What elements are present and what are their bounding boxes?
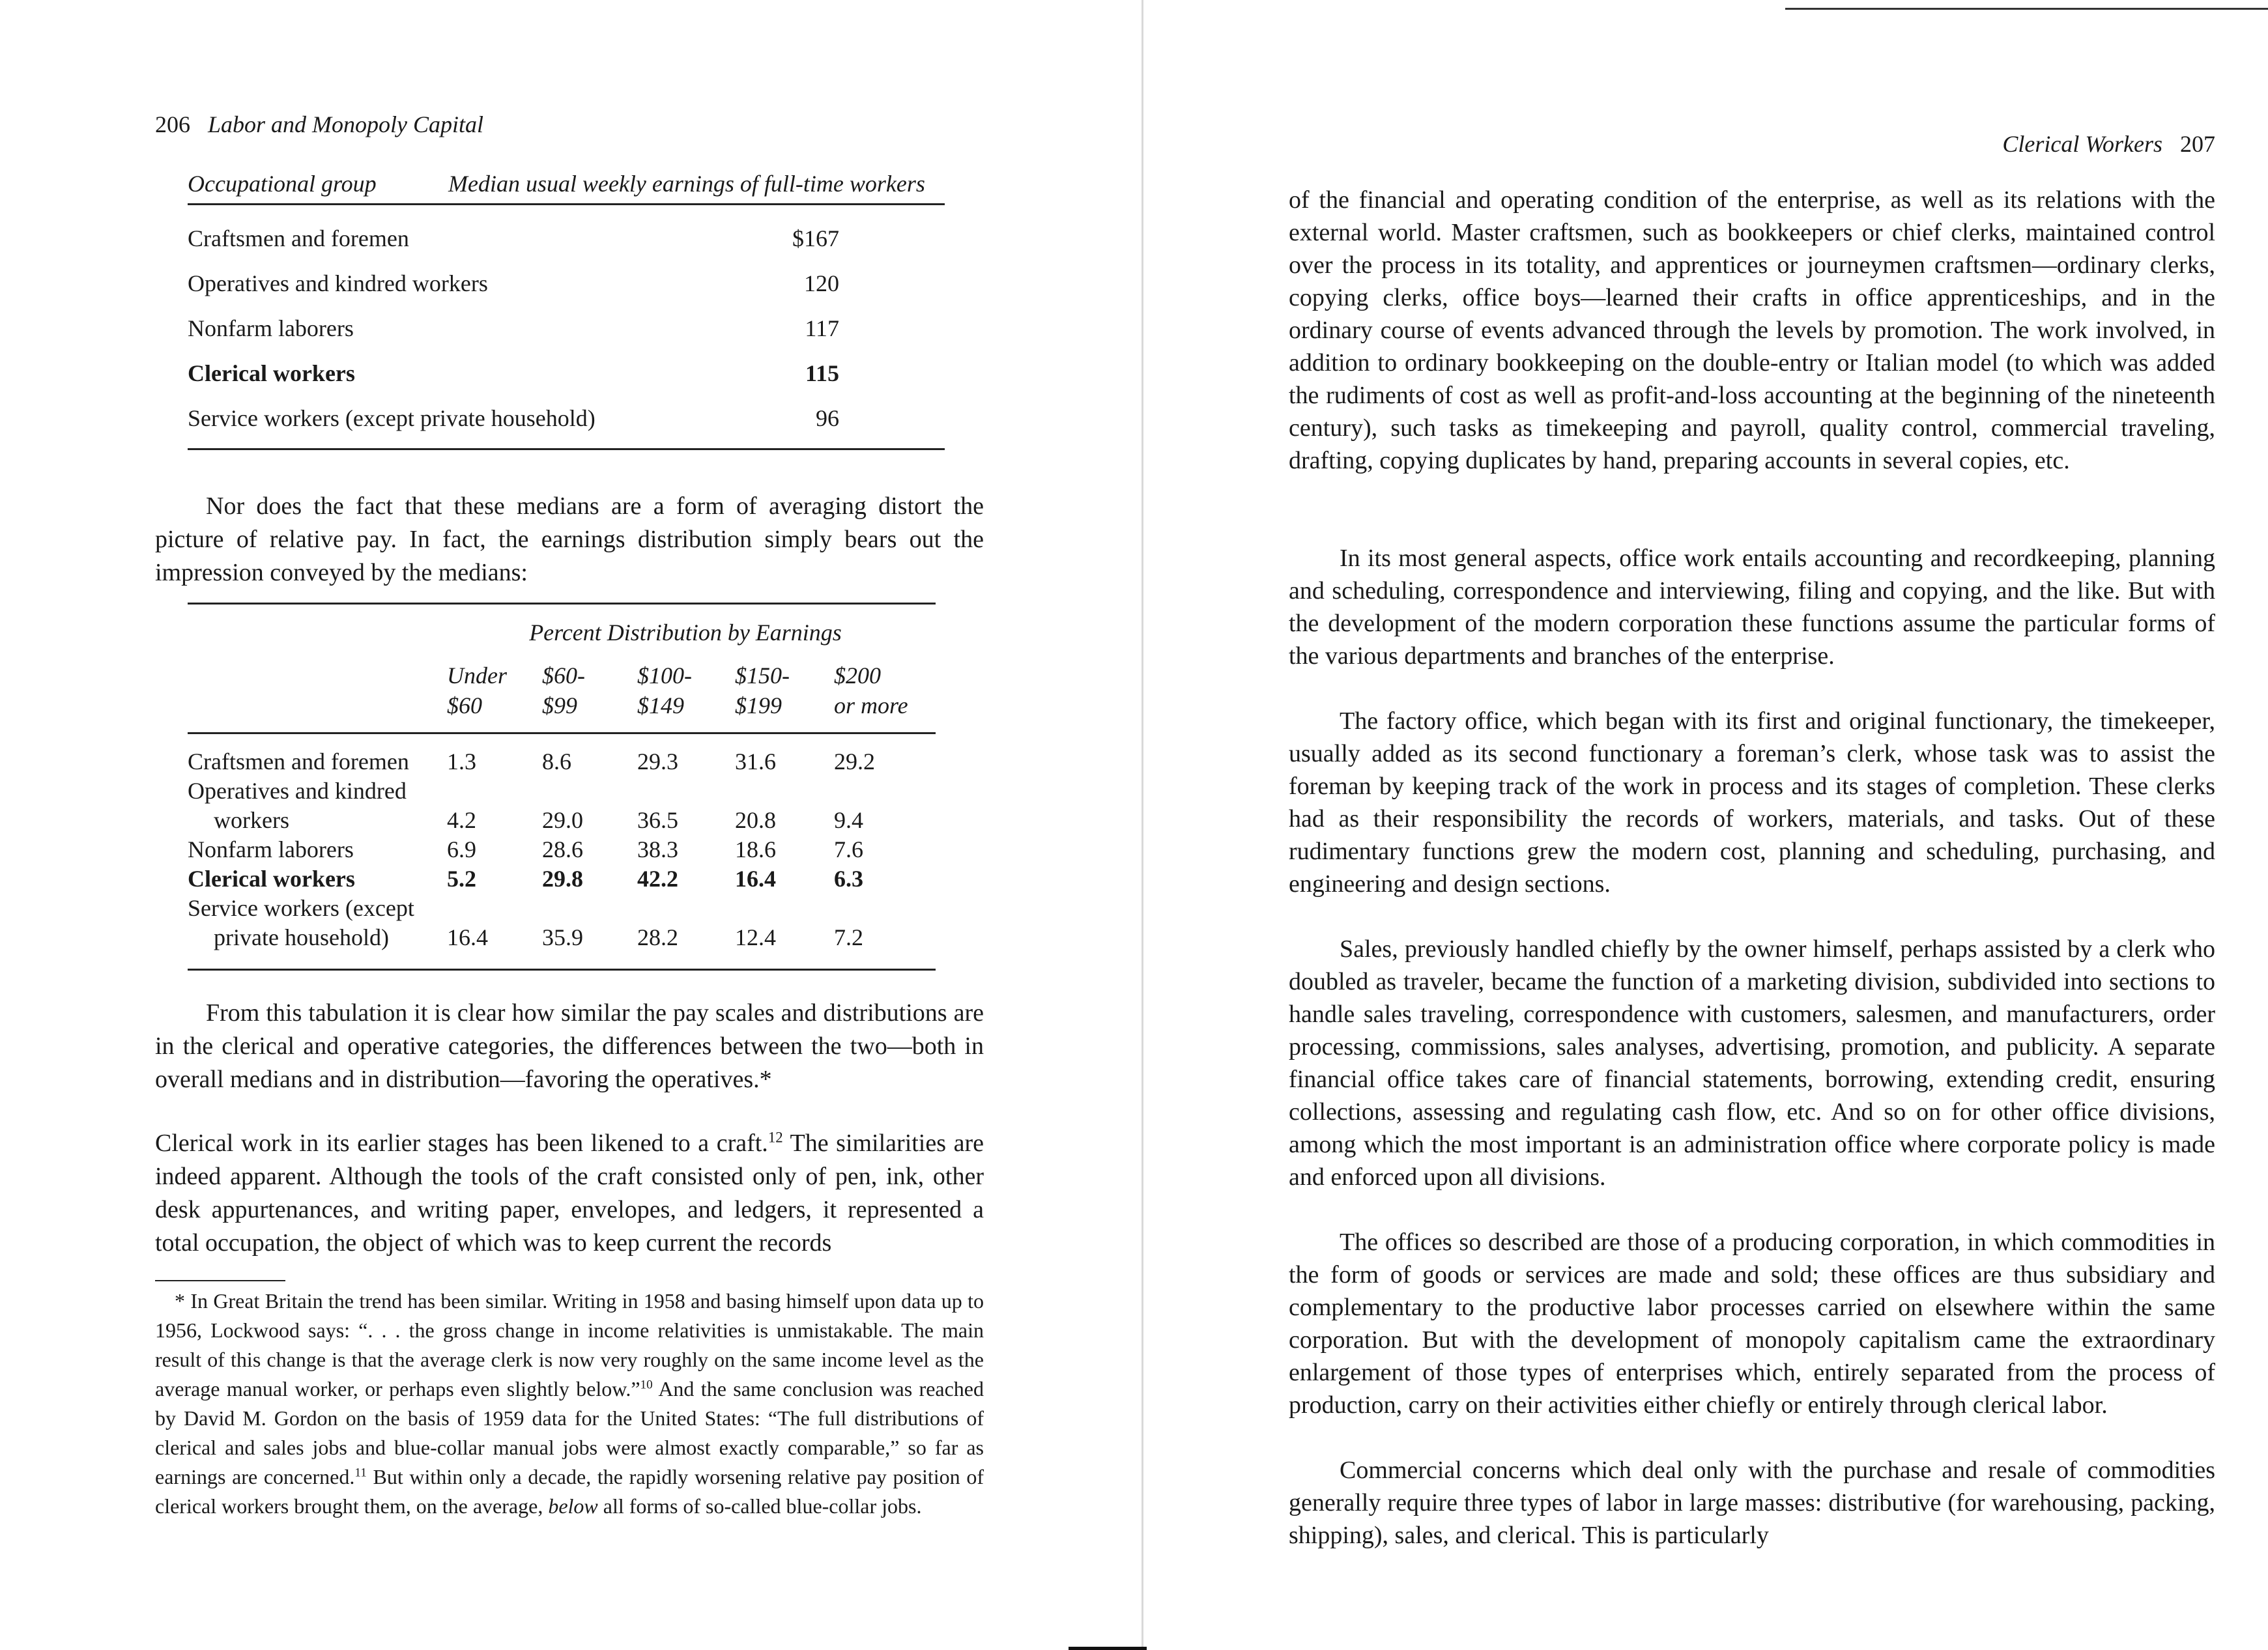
col-header-line1: $200 <box>834 662 881 689</box>
table1-row-value: 120 <box>804 270 839 296</box>
table2-col-200-more <box>834 661 908 720</box>
footnote-text-b: And the same conclusion was reached by David M. Gordon on the basis of 1959 data for the United States: “The full distributions of clerical and sales jobs and blue-collar manual jobs were almost exactly comparable,” so far as earnings are concerned. <box>155 1377 984 1488</box>
table2-row-label: Operatives and kindred <box>188 778 407 804</box>
table2-cell: 6.3 <box>834 866 863 892</box>
table-row <box>188 306 945 350</box>
footnote-emphasis: below <box>548 1494 598 1518</box>
footnote-text-a: * In Great Britain the trend has been similar. Writing in 1958 and basing himself upon data up to 1956, Lockwood says: “. . . the gross change in income relativities is unmistakable. The main result of this change is that the average clerk is now very roughly on the same income level as the average manual worker, or perhaps even slightly below.” <box>155 1289 984 1401</box>
percent-distribution-table <box>188 603 936 971</box>
col-header-line1: $150- <box>735 662 790 689</box>
left-paragraph-3 <box>155 1127 984 1260</box>
table1-row-label: Service workers (except private household) <box>188 405 596 431</box>
left-running-title: Labor and Monopoly Capital <box>208 111 484 137</box>
table-row <box>188 864 936 894</box>
table2-row-label: Nonfarm laborers <box>188 836 354 862</box>
table2-cell: 7.6 <box>834 836 863 862</box>
table-row <box>188 261 945 306</box>
right-paragraph-6: Commercial concerns which deal only with the purchase and resale of commodities generally require three types of labor in large masses: distributive (for warehousing, packing, shipping), sales, and clerical. This is particularly <box>1289 1457 2215 1549</box>
col-header-line2: $60 <box>447 692 482 718</box>
table2-cell: 18.6 <box>735 836 776 862</box>
table2-cell: 29.3 <box>637 748 678 775</box>
table2-cell: 9.4 <box>834 807 863 833</box>
table2-cell: 31.6 <box>735 748 776 775</box>
right-running-title: Clerical Workers <box>2002 131 2162 157</box>
table2-cell: 29.0 <box>542 807 583 833</box>
table2-cell: 29.2 <box>834 748 875 775</box>
table-row <box>188 747 936 776</box>
para3-text-b: The similarities are indeed apparent. Although the tools of the craft consisted only of pen, ink, other desk appurtenances, and writing paper, envelopes, and ledgers, it represented a total occupation, the object of which was to keep current the records <box>155 1130 984 1257</box>
table2-body <box>188 734 936 969</box>
table2-cell: 16.4 <box>447 924 488 950</box>
table2-row-label-cont: workers <box>214 807 289 833</box>
table2-bottom-rule <box>188 969 936 971</box>
footnote-rule <box>155 1280 285 1281</box>
table-row <box>188 923 936 952</box>
right-paragraph-2: In its most general aspects, office work entails accounting and recordkeeping, planning and scheduling, correspondence and interviewing, filing and copying, and the like. But with the development of the modern corporation these functions assume the particular forms of the various departments and branches of the enterprise. <box>1289 545 2215 670</box>
col-header-line2: $199 <box>735 692 782 718</box>
table2-cell: 36.5 <box>637 807 678 833</box>
footnote <box>155 1287 984 1521</box>
col-header-line2: $149 <box>637 692 684 718</box>
table2-caption: Percent Distribution by Earnings <box>529 619 842 646</box>
table1-row-value: 115 <box>805 360 839 386</box>
table1-header <box>188 164 945 203</box>
table2-cell: 1.3 <box>447 748 476 775</box>
right-paragraph-3: The factory office, which began with its first and original functionary, the timekeeper, usually added as its second functionary a foreman’s clerk, whose task was to assist the foreman by keeping track of the work in process and its stages of completion. These clerks had as their responsibility the records of workers, materials, and tasks. Out of these rudimentary functions grew the modern cost, planning and scheduling, purchasing, and engineering and design sections. <box>1289 707 2215 898</box>
table1-row-label: Craftsmen and foremen <box>188 225 409 251</box>
table2-cell: 4.2 <box>447 807 476 833</box>
table1-row-label: Clerical workers <box>188 360 355 386</box>
left-page-number: 206 <box>155 111 190 137</box>
table2-cell: 16.4 <box>735 866 776 892</box>
table-row <box>188 806 936 835</box>
table2-cell: 28.6 <box>542 836 583 862</box>
table2-cell: 20.8 <box>735 807 776 833</box>
right-paragraph-1: of the financial and operating condition of the enterprise, as well as its relations with the external world. Master craftsmen, such as bookkeepers or chief clerks, maintained control over the process in its totality, and apprentices or journeymen craftsmen—ordinary clerks, copying clerks, office boys—learned their crafts in office apprenticeships, and in the ordinary course of events advanced through the levels by promotion. The work involved, in addition to ordinary bookkeeping on the double-entry or Italian model (to which was added the rudiments of cost as well as profit-and-loss accounting at the beginning of the nineteenth century), such tasks as timekeeping and payroll, quality control, commercial traveling, drafting, copying duplicates by hand, preparing accounts in several copies, etc. <box>1289 186 2215 474</box>
right-page <box>1147 0 2268 1650</box>
col-header-line1: $100- <box>637 662 692 689</box>
right-running-head <box>1889 130 2215 158</box>
col-header-line2: or more <box>834 692 908 718</box>
table2-row-label: Clerical workers <box>188 866 355 892</box>
table2-row-label-cont: private household) <box>214 924 389 950</box>
table2-row-label: Service workers (except <box>188 895 414 921</box>
table2-col-100-149 <box>637 661 692 720</box>
table1-row-value: $167 <box>792 225 839 251</box>
table2-cell: 5.2 <box>447 866 476 892</box>
table1-bottom-rule <box>188 448 945 450</box>
median-earnings-table <box>188 164 945 450</box>
table2-row-label: Craftsmen and foremen <box>188 748 409 775</box>
table2-column-headers <box>188 661 936 732</box>
right-page-number: 207 <box>2180 131 2215 157</box>
table1-row-label: Operatives and kindred workers <box>188 270 488 296</box>
table1-row-label: Nonfarm laborers <box>188 315 354 341</box>
right-paragraph-4: Sales, previously handled chiefly by the owner himself, perhaps assisted by a clerk who doubled as traveler, became the function of a marketing division, subdivided into sections to handle sales traveling, correspondence with customers, salesmen, and manufacturers, order processing, commissions, sales analyses, advertising, promotion, and publicity. A separate financial office takes care of financial statements, borrowing, extending credit, ensuring collections, assessing and regulating cash flow, etc. And so on for other office divisions, among which the most important is an administration office where corporate policy is made and enforced upon all divisions. <box>1289 935 2215 1191</box>
left-paragraph-2: From this tabulation it is clear how similar the pay scales and distributions are in the clerical and operative categories, the differences between the two—both in overall medians and in distribution—favoring the operatives.* <box>155 999 984 1093</box>
right-paragraph-5: The offices so described are those of a producing corporation, in which commodities in the form of goods or services are made and sold; these offices are thus subsidiary and complementary to the productive labor processes carried on elsewhere within the same corporation. But with the development of monopoly capitalism came the extraordinary enlargement of those types of enterprises which, entirely separated from the process of production, carry on their activities either chiefly or entirely through clerical labor. <box>1289 1229 2215 1419</box>
table2-cell: 8.6 <box>542 748 571 775</box>
col-header-line2: $99 <box>542 692 577 718</box>
table2-cell: 6.9 <box>447 836 476 862</box>
table2-cell: 7.2 <box>834 924 863 950</box>
table2-cell: 28.2 <box>637 924 678 950</box>
table-row <box>188 835 936 864</box>
table2-cell: 42.2 <box>637 866 678 892</box>
table2-cell: 29.8 <box>542 866 583 892</box>
table-row <box>188 776 936 806</box>
table-row <box>188 395 945 440</box>
col-header-line1: Under <box>447 662 507 689</box>
table-row <box>188 350 945 395</box>
table1-row-value: 117 <box>805 315 839 341</box>
table-row <box>188 216 945 261</box>
footnote-text-d: all forms of so-called blue-collar jobs. <box>597 1494 922 1518</box>
table-row <box>188 894 936 923</box>
book-gutter <box>1141 0 1143 1650</box>
table2-cell: 35.9 <box>542 924 583 950</box>
table2-cell: 12.4 <box>735 924 776 950</box>
table1-row-value: 96 <box>816 405 839 431</box>
left-paragraph-1: Nor does the fact that these medians are a form of averaging distort the picture of relative pay. In fact, the earnings distribution simply bears out the impression conveyed by the medians: <box>155 492 984 586</box>
footnote-ref-12: 12 <box>768 1129 783 1146</box>
footnote-ref-11: 11 <box>354 1466 367 1480</box>
footnote-text-c: But within only a decade, the rapidly worsening relative pay position of clerical workers brought them, on the average, <box>155 1465 984 1518</box>
col-header-line1: $60- <box>542 662 585 689</box>
left-running-head <box>155 111 483 138</box>
para3-text-a: Clerical work in its earlier stages has been likened to a craft. <box>155 1130 768 1157</box>
table2-cell: 38.3 <box>637 836 678 862</box>
footnote-ref-10: 10 <box>640 1378 653 1392</box>
table1-col-median-earnings: Median usual weekly earnings of full-time workers <box>448 171 925 197</box>
table2-col-150-199 <box>735 661 790 720</box>
table2-col-under-60 <box>447 661 507 720</box>
table2-col-60-99 <box>542 661 585 720</box>
table1-col-occupational-group: Occupational group <box>188 171 377 197</box>
